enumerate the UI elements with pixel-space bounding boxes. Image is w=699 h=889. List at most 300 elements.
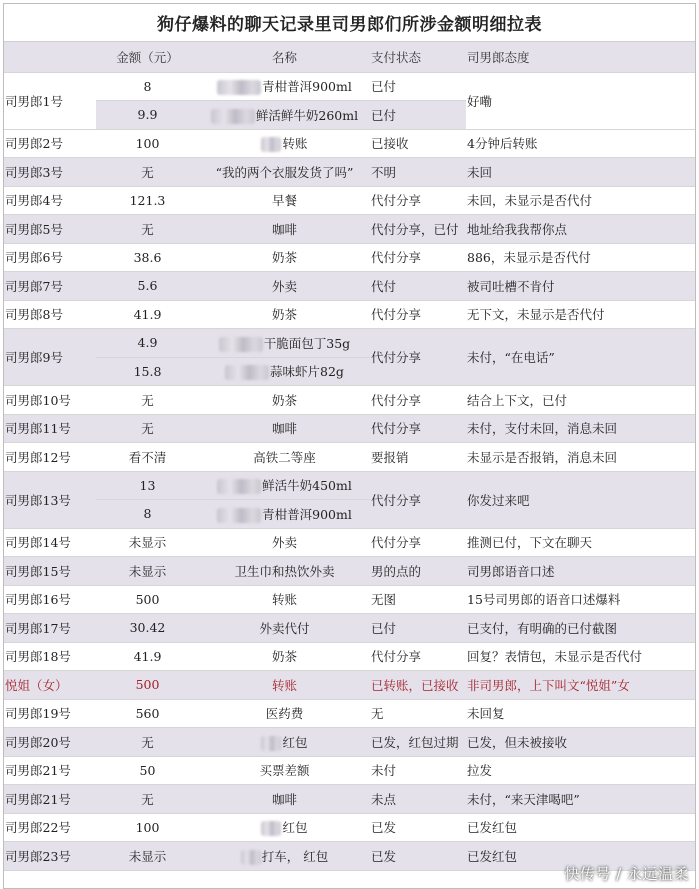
cell-attitude: [466, 186, 696, 215]
table-row: [4, 728, 696, 757]
table-row: [4, 699, 696, 728]
cell-attitude: [466, 813, 696, 842]
cell-text: 无: [141, 791, 154, 807]
cell-status: [370, 272, 466, 301]
cell-name: [199, 671, 370, 700]
cell-text: 被司吐槽不肯付: [467, 278, 555, 294]
cell-text: 司男郎10号: [5, 392, 71, 408]
cell-text: 好嘞: [467, 93, 493, 109]
cell-attitude: [466, 158, 696, 187]
cell-text: 41.9: [133, 648, 162, 664]
cell-text: 已转账，已接收: [371, 677, 459, 693]
cell-text: 无: [141, 221, 154, 237]
cell-text: 奶茶: [271, 250, 297, 266]
cell-name: [199, 500, 370, 529]
cell-text: 500: [135, 677, 160, 693]
cell-text: 奶茶: [271, 649, 297, 665]
header-cell: 金额（元）: [96, 42, 199, 72]
cell-text: 13: [139, 477, 156, 493]
cell-name: [199, 699, 370, 728]
cell-status: [370, 557, 466, 586]
cell-text: 司男郎9号: [5, 350, 63, 365]
table-row: [4, 614, 696, 643]
cell-text: 50: [139, 762, 156, 778]
cell-name: [199, 842, 370, 871]
cell-text: 未回: [467, 164, 493, 180]
cell-text: 红包: [282, 734, 308, 750]
cell-status: [370, 101, 466, 130]
cell-text: 121.3: [129, 192, 166, 208]
table-row: [4, 528, 696, 557]
cell-text: 已发: [371, 820, 397, 836]
cell-name: [199, 528, 370, 557]
table-title: 狗仔爆料的聊天记录里司男郎们所涉金额明细拉表: [4, 4, 695, 42]
cell-status: [370, 72, 466, 101]
cell-who: [4, 386, 96, 415]
table-row: [4, 329, 696, 358]
cell-name: [199, 585, 370, 614]
cell-amount: [96, 699, 199, 728]
cell-amount: [96, 72, 199, 101]
cell-text: 已付: [371, 620, 397, 636]
cell-text: 司男郎8号: [5, 307, 63, 323]
cell-text: 司男郎23号: [5, 848, 71, 864]
cell-text: 4.9: [137, 335, 158, 351]
cell-text: 8: [143, 78, 152, 94]
table-row: [4, 243, 696, 272]
cell-text: 代付分享，已付: [371, 221, 459, 237]
cell-text: 已发红包: [467, 848, 518, 864]
cell-text: 100: [135, 135, 160, 151]
cell-status: [370, 785, 466, 814]
cell-text: 早餐: [271, 193, 297, 209]
cell-status: [370, 699, 466, 728]
cell-amount: [96, 329, 199, 358]
cell-who: [4, 642, 96, 671]
cell-text: 4分钟后转账: [467, 136, 538, 152]
cell-text: 卫生巾和热饮外卖: [234, 563, 335, 579]
cell-text: 医药费: [265, 706, 304, 722]
cell-who: [4, 215, 96, 244]
cell-attitude: [466, 785, 696, 814]
cell-text: 司男郎12号: [5, 449, 71, 465]
table-row: [4, 158, 696, 187]
cell-text: 无下文，未显示是否代付: [467, 307, 605, 323]
cell-who: [4, 671, 96, 700]
cell-name: [199, 243, 370, 272]
cell-amount: [96, 414, 199, 443]
cell-status: [370, 443, 466, 472]
cell-name: [199, 443, 370, 472]
cell-who: [4, 842, 96, 871]
cell-status: [370, 243, 466, 272]
cell-who: [4, 72, 96, 129]
cell-text: 未显示: [128, 535, 167, 551]
cell-text: 560: [135, 705, 160, 721]
cell-text: 外卖: [271, 535, 297, 551]
cell-text: 已付: [371, 79, 397, 95]
cell-name: [199, 329, 370, 358]
cell-who: [4, 557, 96, 586]
cell-attitude: [466, 329, 696, 386]
cell-status: [370, 414, 466, 443]
blurred-brand: [261, 821, 281, 836]
cell-text: 38.6: [133, 249, 162, 265]
cell-amount: [96, 471, 199, 500]
table-row: [4, 129, 696, 158]
cell-status: [370, 728, 466, 757]
cell-status: [370, 329, 466, 386]
cell-text: 代付分享: [371, 307, 422, 323]
blurred-brand: [217, 80, 261, 95]
table-row: [4, 785, 696, 814]
cell-text: 无: [141, 392, 154, 408]
cell-text: 买票差额: [259, 763, 310, 779]
cell-attitude: [466, 386, 696, 415]
cell-name: [199, 642, 370, 671]
cell-text: 8: [143, 506, 152, 522]
cell-name: [199, 215, 370, 244]
cell-status: [370, 842, 466, 871]
blurred-brand: [217, 508, 261, 523]
cell-amount: [96, 272, 199, 301]
cell-text: 奶茶: [271, 307, 297, 323]
cell-text: 未显示: [128, 848, 167, 864]
cell-text: 已发，红包过期: [371, 734, 459, 750]
cell-status: [370, 158, 466, 187]
cell-text: 蒜味虾片82g: [270, 364, 344, 380]
table-row: [4, 813, 696, 842]
cell-name: [199, 272, 370, 301]
cell-who: [4, 414, 96, 443]
cell-status: [370, 129, 466, 158]
cell-text: 司男郎16号: [5, 592, 71, 608]
header-cell: 名称: [199, 42, 370, 72]
cell-text: 已发红包: [467, 820, 518, 836]
cell-text: 青柑普洱900ml: [262, 506, 352, 522]
cell-text: 外卖代付: [259, 620, 310, 636]
table-row: [4, 300, 696, 329]
cell-attitude: [466, 557, 696, 586]
cell-text: 推测已付，下文在聊天: [467, 535, 593, 551]
cell-text: 高铁二等座: [253, 449, 316, 465]
cell-text: 不明: [371, 164, 397, 180]
cell-attitude: [466, 443, 696, 472]
cell-status: [370, 671, 466, 700]
cell-text: 司男郎17号: [5, 620, 71, 636]
cell-text: 未付: [371, 763, 397, 779]
cell-name: [199, 129, 370, 158]
table-row: [4, 215, 696, 244]
cell-who: [4, 186, 96, 215]
cell-name: [199, 101, 370, 130]
cell-amount: [96, 842, 199, 871]
cell-text: 司男郎19号: [5, 706, 71, 722]
cell-text: 代付分享: [371, 492, 422, 508]
cell-who: [4, 158, 96, 187]
cell-text: 司男郎22号: [5, 820, 71, 836]
cell-name: [199, 728, 370, 757]
cell-text: 回复？表情包，未显示是否代付: [467, 649, 643, 665]
cell-text: 司男郎21号: [5, 791, 71, 807]
cell-amount: [96, 300, 199, 329]
cell-text: 15号司男郎的语音口述爆料: [467, 592, 621, 608]
cell-attitude: [466, 129, 696, 158]
cell-amount: [96, 642, 199, 671]
table-row: [4, 471, 696, 500]
cell-text: 司男郎1号: [5, 93, 63, 109]
cell-attitude: [466, 72, 696, 129]
cell-text: 41.9: [133, 306, 162, 322]
cell-text: 鲜活鲜牛奶260ml: [255, 107, 359, 123]
cell-text: 拉发: [467, 763, 493, 779]
cell-text: 司男郎语音口述: [467, 563, 555, 579]
cell-text: 代付分享: [371, 350, 422, 365]
cell-name: [199, 357, 370, 386]
cell-text: 鲜活牛奶450ml: [262, 478, 352, 494]
cell-text: 司男郎2号: [5, 136, 63, 152]
cell-status: [370, 585, 466, 614]
cell-text: 未回，未显示是否代付: [467, 193, 593, 209]
cell-who: [4, 329, 96, 386]
cell-attitude: [466, 585, 696, 614]
header-cell: 司男郎态度: [466, 42, 696, 72]
cell-text: 代付: [371, 278, 397, 294]
cell-text: 未点: [371, 791, 397, 807]
cell-text: 结合上下文，已付: [467, 392, 568, 408]
cell-attitude: [466, 215, 696, 244]
cell-text: 司男郎14号: [5, 535, 71, 551]
cell-text: 代付分享: [371, 649, 422, 665]
cell-text: 未回复: [467, 706, 505, 722]
cell-text: 无: [141, 164, 154, 180]
cell-amount: [96, 158, 199, 187]
cell-amount: [96, 243, 199, 272]
cell-status: [370, 186, 466, 215]
cell-text: 无: [371, 706, 384, 722]
cell-attitude: [466, 642, 696, 671]
cell-who: [4, 443, 96, 472]
cell-who: [4, 528, 96, 557]
cell-amount: [96, 357, 199, 386]
cell-name: [199, 813, 370, 842]
table-row: [4, 72, 696, 101]
cell-text: 司男郎11号: [5, 421, 71, 437]
cell-text: 未显示: [128, 563, 167, 579]
cell-text: 转账: [282, 136, 308, 152]
cell-text: “我的两个衣服发货了吗”: [215, 164, 354, 180]
cell-text: 代付分享: [371, 421, 422, 437]
cell-status: [370, 215, 466, 244]
cell-text: 代付分享: [371, 535, 422, 551]
cell-attitude: [466, 699, 696, 728]
cell-amount: [96, 813, 199, 842]
cell-text: 15.8: [133, 363, 162, 379]
cell-text: 男的点的: [371, 563, 422, 579]
cell-amount: [96, 101, 199, 130]
cell-text: 司男郎5号: [5, 221, 63, 237]
cell-attitude: [466, 671, 696, 700]
cell-attitude: [466, 300, 696, 329]
cell-text: 红包: [282, 820, 308, 836]
cell-text: 转账: [271, 677, 297, 693]
cell-amount: [96, 186, 199, 215]
cell-text: 500: [135, 591, 160, 607]
cell-who: [4, 243, 96, 272]
cell-text: 无: [141, 734, 154, 750]
cell-who: [4, 756, 96, 785]
cell-name: [199, 785, 370, 814]
cell-text: 外卖: [271, 278, 297, 294]
cell-text: 已发，但未被接收: [467, 734, 568, 750]
cell-name: [199, 557, 370, 586]
cell-amount: [96, 728, 199, 757]
cell-text: 司男郎13号: [5, 492, 71, 508]
cell-text: 司男郎6号: [5, 250, 63, 266]
cell-amount: [96, 756, 199, 785]
blurred-brand: [217, 479, 261, 494]
cell-who: [4, 471, 96, 528]
cell-name: [199, 386, 370, 415]
cell-amount: [96, 785, 199, 814]
cell-name: [199, 300, 370, 329]
cell-name: [199, 158, 370, 187]
cell-attitude: [466, 243, 696, 272]
cell-status: [370, 813, 466, 842]
cell-text: 奶茶: [271, 392, 297, 408]
cell-attitude: [466, 614, 696, 643]
header-cell: [4, 42, 96, 72]
cell-text: 非司男郎，上下叫文“悦姐”女: [467, 677, 630, 693]
cell-text: 干脆面包丁35g: [263, 335, 351, 351]
cell-text: 无: [141, 421, 154, 437]
cell-who: [4, 129, 96, 158]
cell-text: 司男郎21号: [5, 763, 71, 779]
table-row: [4, 557, 696, 586]
table-row: [4, 272, 696, 301]
cell-amount: [96, 386, 199, 415]
cell-text: 司男郎3号: [5, 164, 63, 180]
cell-amount: [96, 500, 199, 529]
cell-text: 已发: [371, 848, 397, 864]
cell-who: [4, 813, 96, 842]
table-row: [4, 642, 696, 671]
cell-attitude: [466, 528, 696, 557]
cell-text: 地址给我我帮你点: [467, 221, 568, 237]
expense-table: [4, 42, 696, 871]
cell-who: [4, 272, 96, 301]
table-row: [4, 756, 696, 785]
blurred-brand: [241, 850, 261, 865]
cell-who: [4, 585, 96, 614]
cell-amount: [96, 614, 199, 643]
cell-attitude: [466, 728, 696, 757]
cell-status: [370, 386, 466, 415]
cell-status: [370, 528, 466, 557]
cell-text: 9.9: [137, 107, 158, 123]
table-frame: [3, 3, 696, 889]
cell-text: 代付分享: [371, 392, 422, 408]
cell-text: 已支付，有明确的已付截图: [467, 620, 618, 636]
table-row: [4, 386, 696, 415]
cell-status: [370, 642, 466, 671]
cell-text: 无图: [371, 592, 397, 608]
cell-text: 未显示是否报销，消息未回: [467, 449, 618, 465]
cell-status: [370, 614, 466, 643]
cell-text: 已接收: [371, 136, 409, 152]
blurred-brand: [225, 365, 269, 380]
cell-who: [4, 614, 96, 643]
cell-name: [199, 72, 370, 101]
table-row: [4, 585, 696, 614]
cell-text: 886，未显示是否代付: [467, 250, 591, 266]
watermark: 快传号 / 永远温柔: [564, 865, 689, 883]
blurred-brand: [261, 736, 281, 751]
cell-amount: [96, 215, 199, 244]
cell-status: [370, 300, 466, 329]
cell-text: 你发过来吧: [467, 492, 530, 508]
blurred-brand: [261, 137, 281, 152]
cell-text: 5.6: [137, 278, 158, 294]
cell-text: 青柑普洱900ml: [262, 79, 352, 95]
cell-attitude: [466, 471, 696, 528]
cell-amount: [96, 528, 199, 557]
table-row: [4, 443, 696, 472]
cell-who: [4, 785, 96, 814]
table-row: [4, 414, 696, 443]
blurred-brand: [211, 109, 255, 124]
cell-who: [4, 699, 96, 728]
cell-text: 司男郎7号: [5, 278, 63, 294]
cell-amount: [96, 557, 199, 586]
cell-text: 司男郎15号: [5, 563, 71, 579]
cell-status: [370, 756, 466, 785]
cell-attitude: [466, 414, 696, 443]
cell-text: 未付，支付未回，消息未回: [467, 421, 618, 437]
cell-amount: [96, 129, 199, 158]
cell-who: [4, 728, 96, 757]
cell-name: [199, 471, 370, 500]
cell-amount: [96, 585, 199, 614]
cell-text: 代付分享: [371, 193, 422, 209]
blurred-brand: [219, 337, 263, 352]
cell-text: 司男郎4号: [5, 193, 63, 209]
cell-text: 100: [135, 819, 160, 835]
cell-text: 司男郎20号: [5, 734, 71, 750]
cell-who: [4, 300, 96, 329]
cell-name: [199, 614, 370, 643]
cell-name: [199, 756, 370, 785]
cell-name: [199, 414, 370, 443]
cell-text: 司男郎18号: [5, 649, 71, 665]
header-cell: 支付状态: [370, 42, 466, 72]
cell-amount: [96, 671, 199, 700]
table-row: [4, 671, 696, 700]
cell-text: 代付分享: [371, 250, 422, 266]
cell-name: [199, 186, 370, 215]
header-row: [4, 42, 696, 72]
table-row: [4, 186, 696, 215]
cell-text: 已付: [371, 107, 397, 123]
cell-text: 看不清: [128, 449, 167, 465]
cell-attitude: [466, 272, 696, 301]
cell-text: 咖啡: [271, 421, 297, 437]
cell-text: 转账: [271, 592, 297, 608]
cell-text: 咖啡: [271, 221, 297, 237]
cell-amount: [96, 443, 199, 472]
cell-text: 30.42: [129, 620, 166, 636]
cell-text: 要报销: [371, 449, 409, 465]
